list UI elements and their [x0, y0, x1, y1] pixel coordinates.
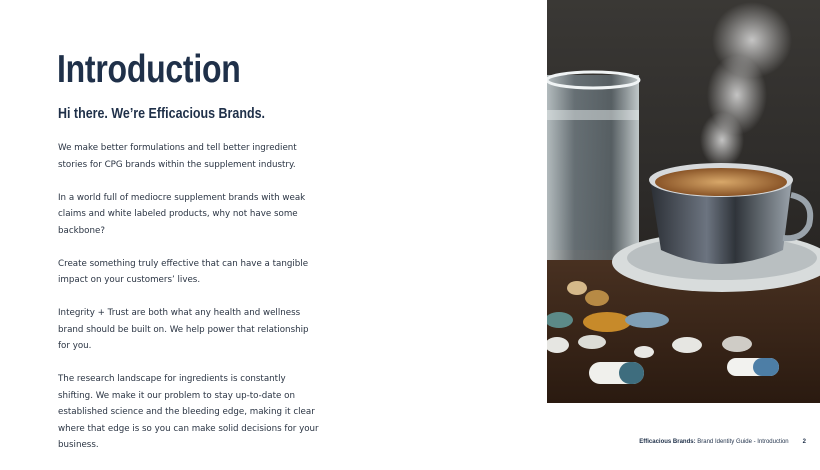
- footer: [639, 439, 806, 445]
- paragraph: In a world full of mediocre supplement brands with weak claims and white labeled products, why not have some backbone?: [58, 192, 306, 236]
- body-text: [58, 140, 320, 470]
- page-subtitle: Hi there. We’re Efficacious Brands.: [58, 106, 265, 122]
- paragraph: Create something truly effective that can have a tangible impact on your customers’ lives.: [58, 258, 309, 285]
- footer-guide-label: Brand Identity Guide - Introduction: [695, 439, 789, 445]
- paragraph: The research landscape for ingredients is constantly shifting. We make it our problem to stay up-to-date on established science and the bleeding edge, making it clear where that edge is so you can make solid decisions for your business.: [58, 374, 319, 450]
- coffee-photo: [547, 0, 820, 403]
- page-number: 2: [802, 439, 806, 445]
- footer-brand: Efficacious Brands:: [639, 439, 696, 445]
- paragraph: Integrity + Trust are both what any health and wellness brand should be built on. We help power that relationship for you.: [58, 308, 309, 351]
- photo-illustration: [547, 0, 820, 403]
- paragraph: We make better formulations and tell better ingredient stories for CPG brands within the supplement industry.: [58, 143, 297, 170]
- page-title: Introduction: [57, 48, 241, 91]
